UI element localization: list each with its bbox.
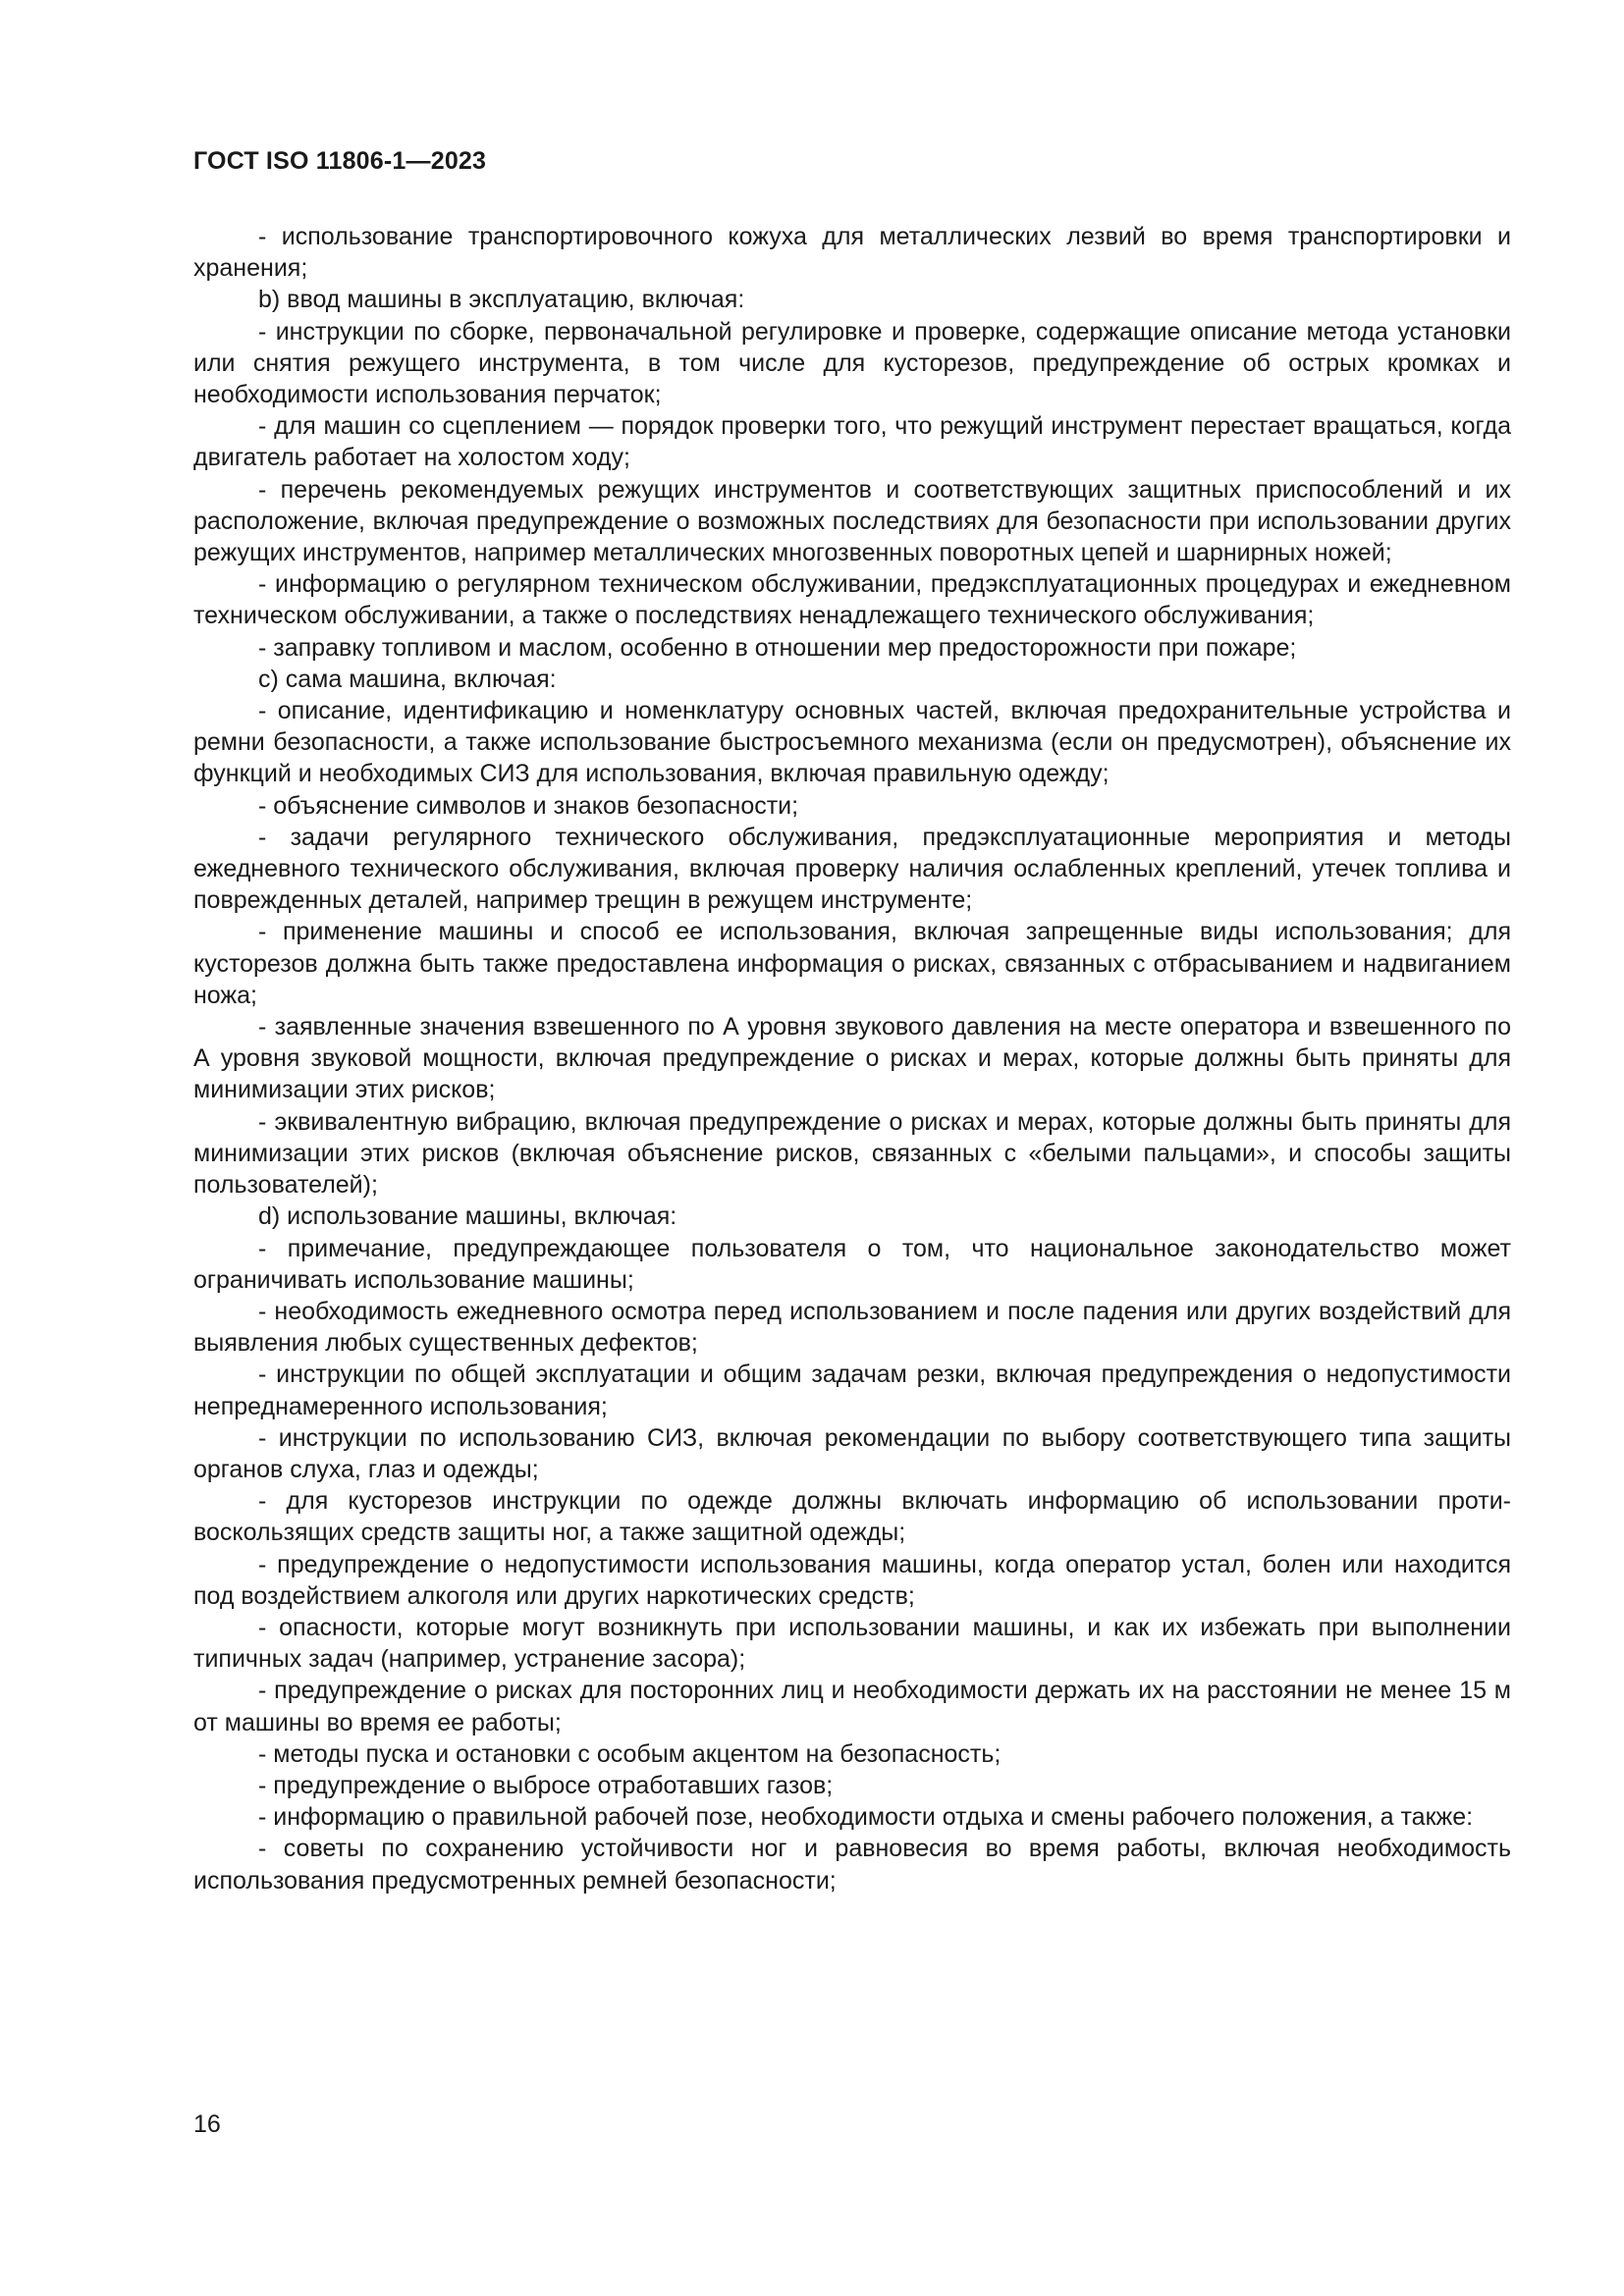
paragraph: - инструкции по общей эксплуатации и общим задачам резки, включая предупреждения о недопустимости непреднамеренного использования; xyxy=(193,1361,1511,1420)
paragraph: - инструкции по сборке, первоначальной регулировке и проверке, содержащие описание метода установки или снятия режущего инструмента, в том числе для кусторезов, предупреждение об острых кромках и необходимости использования перчаток; xyxy=(193,317,1511,409)
paragraph: - для машин со сцеплением — порядок проверки того, что режущий инструмент перестает вращаться, когда двигатель работает на холостом ходу; xyxy=(193,412,1511,472)
paragraph: - использование транспортировочного кожуха для металлических лезвий во время транспортировки и хранения; xyxy=(193,223,1511,283)
paragraph: - предупреждение о выбросе отработавших газов; xyxy=(258,1771,834,1799)
paragraph: - примечание, предупреждающее пользователя о том, что национальное законодательство может ограничивать использование машины; xyxy=(193,1234,1511,1294)
paragraph: - заявленные значения взвешенного по А уровня звукового давления на месте оператора и взвешенного по А уровня звуковой мощности, включая предупреждение о рисках и мерах, которые должны быть приняты для минимизации этих рисков; xyxy=(193,1013,1511,1104)
paragraph: - описание, идентификацию и номенклатуру основных частей, включая предохранительные устройства и ремни безопасности, а также использование быстросъемного механизма (если он предусмотрен), объяснение их функций и необходимых СИЗ для использования, включая правильную одежду; xyxy=(193,697,1511,788)
paragraph: b) ввод машины в эксплуатацию, включая: xyxy=(258,286,745,314)
paragraph: - перечень рекомендуемых режущих инструментов и соответствующих защитных приспособлений и их расположение, включая предупреждение о возможных последствиях для безопасности при использовании других режущих инструментов, например металлических многозвенных поворотных цепей и шарнирных ножей; xyxy=(193,475,1511,567)
paragraph: c) сама машина, включая: xyxy=(258,665,557,693)
paragraph: - методы пуска и остановки с особым акцентом на безопасность; xyxy=(258,1739,1001,1768)
paragraph: - объяснение символов и знаков безопасности; xyxy=(258,791,799,820)
page-number: 16 xyxy=(193,2110,221,2138)
paragraph: - предупреждение о недопустимости использования машины, когда оператор устал, болен или находится под воздействием алкоголя или других наркотических средств; xyxy=(193,1550,1511,1610)
paragraph: - советы по сохранению устойчивости ног и равновесия во время работы, включая необходимость использования предусмотренных ремней безопасности; xyxy=(193,1835,1511,1895)
document-body xyxy=(193,221,1511,1896)
paragraph: d) использование машины, включая: xyxy=(258,1202,677,1231)
paragraph: - информацию о правильной рабочей позе, необходимости отдыха и смены рабочего положения, а также: xyxy=(258,1803,1474,1832)
paragraph: - эквивалентную вибрацию, включая предупреждение о рисках и мерах, которые должны быть приняты для минимизации этих рисков (включая объяснение рисков, связанных с «белыми пальцами», и способы защиты пользователей); xyxy=(193,1107,1511,1200)
paragraph: - предупреждение о рисках для посторонних лиц и необходимости держать их на расстоянии не менее 15 м от машины во время ее работы; xyxy=(193,1677,1511,1736)
paragraph: - заправку топливом и маслом, особенно в отношении мер предосторожности при пожаре; xyxy=(258,633,1297,662)
paragraph: - для кусторезов инструкции по одежде должны включать информацию об использовании противоскользящих средств защиты ног, а также защитной одежды; xyxy=(193,1487,1511,1547)
paragraph: - информацию о регулярном техническом обслуживании, предэксплуатационных процедурах и ежедневном техническом обслуживании, а также о последствиях ненадлежащего технического обслуживания; xyxy=(193,570,1511,630)
paragraph: - применение машины и способ ее использования, включая запрещенные виды использования; для кусторезов должна быть также предоставлена информация о рисках, связанных с отбрасыванием и надвиганием ножа; xyxy=(193,918,1511,1009)
document-header: ГОСТ ISO 11806-1—2023 xyxy=(193,147,487,175)
paragraph: - опасности, которые могут возникнуть при использовании машины, и как их избежать при выполнении типичных задач (например, устранение засора); xyxy=(193,1613,1511,1674)
paragraph: - инструкции по использованию СИЗ, включая рекомендации по выбору соответствующего типа защиты органов слуха, глаз и одежды; xyxy=(193,1423,1511,1483)
paragraph: - задачи регулярного технического обслуживания, предэксплуатационные мероприятия и методы ежедневного технического обслуживания, включая проверку наличия ослабленных креплений, утечек топлива и поврежденных деталей, например трещин в режущем инструменте; xyxy=(193,823,1511,915)
paragraph: - необходимость ежедневного осмотра перед использованием и после падения или других воздействий для выявления любых существенных дефектов; xyxy=(193,1297,1511,1358)
